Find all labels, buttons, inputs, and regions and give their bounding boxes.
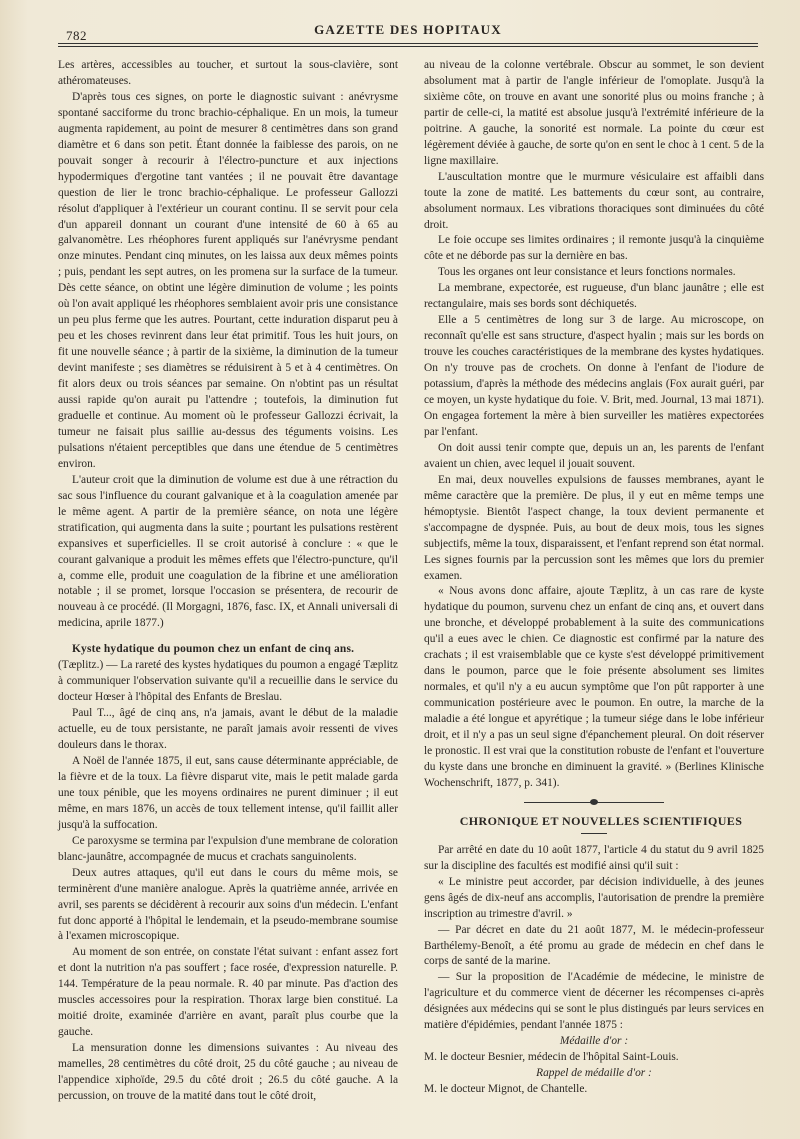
news-item: Par arrêté en date du 10 août 1877, l'article 4 du statut du 9 avril 1825 sur la discipline des facultés est modifié ainsi qu'il suit : — [424, 843, 764, 872]
paragraph: Elle a 5 centimètres de long sur 3 de large. Au microscope, on reconnaît qu'elle est sans structure, d'aspect hyalin ; mais sur les bords on trouve les couches caractéristiques de la membrane des kystes hydatiques. On n'y trouve pas de crochets. On donne à l'enfant de l'iodure de potassium, d'après la méthode des médecins anglais (Fox aurait guéri, par ce moyen, un kyste hydatique du foie. V. Brit, med. Journal, 13 mai 1871). On engagea fortement la mère à bien surveiller les matières expectorées par l'enfant. — [424, 314, 764, 438]
right-column — [424, 58, 764, 1098]
paragraph: Tous les organes ont leur consistance et leurs fonctions normales. — [438, 266, 736, 279]
paragraph: Paul T..., âgé de cinq ans, n'a jamais, avant le début de la maladie actuelle, eu de toux persistante, ne paraît jamais avoir ressenti de vives douleurs dans le thorax. — [58, 707, 398, 752]
section-ornament — [524, 798, 664, 806]
section-intro: (Tæplitz.) — La rareté des kystes hydatiques du poumon a engagé Tæplitz à communiquer l'observation suivante qu'il a recueillie dans le service du docteur Hœser à l'hôpital des Enfants de Breslau. — [58, 659, 398, 704]
page-number: 782 — [66, 28, 87, 43]
section-title: Kyste hydatique du poumon chez un enfant de cinq ans. — [72, 643, 355, 656]
paragraph: Les artères, accessibles au toucher, et surtout la sous-clavière, sont athéromateuses. — [58, 59, 398, 87]
header-rule — [58, 43, 758, 47]
journal-title: GAZETTE DES HOPITAUX — [314, 22, 502, 37]
news-item: « Le ministre peut accorder, par décision individuelle, à des jeunes gens âgés de dix-neuf ans accomplis, l'autorisation de prendre la première inscription au trimestre d'avril. » — [424, 875, 764, 920]
paragraph: La membrane, expectorée, est rugueuse, d'un blanc jaunâtre ; elle est rectangulaire, mais ses bords sont déchiquetés. — [424, 282, 764, 311]
paragraph: En mai, deux nouvelles expulsions de fausses membranes, ayant le même caractère que la première. De plus, il y eut en même temps une hémoptysie. Bientôt l'aspect change, la toux devient permanente et s'accompagne de dyspnée. Puis, au bout de deux mois, tous les signes subjectifs, même la toux, disparaissent, et l'enfant reprend son état normal. Les signes fournis par la percussion sont les mêmes que lors du premier examen. — [424, 473, 764, 582]
paragraph: « Nous avons donc affaire, ajoute Tæplitz, à un cas rare de kyste hydatique du poumon, survenu chez un enfant de cinq ans, et ouvert dans une bronche, et développé probablement à la suite des communications qu'il a eues avec le chien. Ce diagnostic est confirmé par la nature des crachats ; il est vraisemblable que ce kyste s'est développé primitivement dans le poumon, parce que le foie présente absolument ses limites normales, et qu'il n'y a eu aucun symptôme que l'on pût rapporter à une communication postérieure avec le poumon. En outre, la marche de la maladie a été longue et apyrétique ; la tumeur siége dans le lobe inférieur droit, et il n'y a pas un seul signe d'épanchement pleural. On doit réserver le pronostic. Il est vrai que la constitution robuste de l'enfant et l'ouverture du kyste dans une bronche en diminuent la gravité. » (Berlines Klinische Wochenschrift, 1877, p. 341). — [424, 585, 764, 789]
award-recipient: M. le docteur Mignot, de Chantelle. — [424, 1083, 588, 1096]
award-recipient: M. le docteur Besnier, médecin de l'hôpital Saint-Louis. — [424, 1051, 679, 1064]
paragraph: A Noël de l'année 1875, il eut, sans cause déterminante appréciable, de la fièvre et de la toux. La fièvre disparut vite, mais le petit malade garda une toux pénible, que les moyens ordinaires ne purent diminuer ; il eut même, en mars 1876, un accès de toux tellement intense, qu'il faillit aller jusqu'à la suffocation. — [58, 754, 398, 831]
news-item: — Sur la proposition de l'Académie de médecine, le ministre de l'agriculture et du commerce vient de décerner les récompenses ci-après désignées aux médecins qui se sont le plus distingués par leurs services en matière d'épidémies, pendant l'année 1875 : — [424, 971, 764, 1032]
title-rule — [581, 833, 607, 834]
paragraph: Ce paroxysme se termina par l'expulsion d'une membrane de coloration blanc-jaunâtre, accompagnée de mucus et crachats sanguinolents. — [58, 834, 398, 863]
paragraph: La mensuration donne les dimensions suivantes : Au niveau des mamelles, 28 centimètres du côté droit, 25 du côté gauche ; au niveau de l'appendice xiphoïde, 29.5 du côté droit ; 26.5 du côté gauche. A la percussion, on trouve de la matité dans tout le côté droit, — [58, 1042, 398, 1102]
award-heading: Médaille d'or : — [559, 1035, 629, 1048]
paragraph: L'auscultation montre que le murmure vésiculaire est affaibli dans toute la zone de matité. Les battements du cœur sont, au contraire, absolument normaux. Les vibrations thoraciques sont diminuées du côté droit. — [424, 170, 764, 231]
paragraph: On doit aussi tenir compte que, depuis un an, les parents de l'enfant avaient un chien, avec lequel il jouait souvent. — [424, 441, 764, 470]
page-header — [58, 18, 758, 46]
paragraph: Le foie occupe ses limites ordinaires ; il remonte jusqu'à la cinquième côte et ne déborde pas sur la dernière en bas. — [424, 234, 764, 263]
paragraph: Au moment de son entrée, on constate l'état suivant : enfant assez fort et dont la nutrition n'a pas souffert ; face rosée, d'expression naturelle. P. 144. Température de la peau normale. R. 40 par minute. Pas d'action des muscles accessoires pour la respiration. Thorax large bien constitué. La moitié droite, examinée d'arrière en avant, paraît plus courbe que la gauche. — [58, 946, 398, 1039]
news-item: — Par décret en date du 21 août 1877, M. le médecin-professeur Barthélemy-Benoît, a été promu au grade de médecin en chef dans le corps de santé de la marine. — [424, 923, 764, 968]
award-heading: Rappel de médaille d'or : — [536, 1067, 652, 1080]
paragraph: au niveau de la colonne vertébrale. Obscur au sommet, le son devient absolument mat à partir de l'angle inférieur de l'omoplate. Jusqu'à la sixième côte, on trouve en avant une sonorité plus ou moins franche ; à partir de celle-ci, la matité est absolue jusqu'à l'extrémité inférieure de la poitrine. A gauche, la sonorité est normale. La pointe du cœur est légèrement déviée à gauche, de sorte qu'on en sent le choc à 1 cent. 5 de la ligne maxillaire. — [424, 59, 764, 167]
section-paragraph — [58, 642, 398, 706]
paragraph: L'auteur croit que la diminution de volume est due à une rétraction du sac sous l'influence du courant galvanique et à la coagulation amenée par le même agent. A partir de la première séance, on nota une légère stratification, qui augmenta dans la suite ; pourtant les pulsations restèrent expansives et superficielles. Il se croit autorisé à conclure : « que le courant galvanique a produit les mêmes effets que l'électro-puncture, qu'il a, comme elle, produit une coagulation de la fibrine et une amélioration notable ; il se promet, lorsque l'occasion se présentera, de recourir de nouveau à ce procédé. (Il Morgagni, 1876, fasc. IX, et Annali universali di medicina, aprile 1877.) — [58, 473, 398, 630]
paragraph: D'après tous ces signes, on porte le diagnostic suivant : anévrysme spontané sacciforme du tronc brachio-céphalique. En un mois, la tumeur augmenta rapidement, au point de mesurer 8 centimètres dans son grand diamètre et 6 dans son petit. Étant donnée la faiblesse des parois, on ne pouvait songer à recourir à l'électro-puncture et aux injections hypodermiques d'ergotine tant vantées ; il ne pouvait être davantage question de lier le tronc brachio-céphalique. Le professeur Gallozzi résolut d'appliquer à l'extérieur un courant continu. Il se servit pour cela d'un appareil donnant un courant d'une intensité de 60 à 65 au galvanomètre. Les rhéophores furent appliqués sur l'anévrysme pendant onze minutes. Pendant cinq minutes, on les laissa aux deux mêmes points ; puis, pendant les sept autres, on les promena sur la surface de la tumeur. Dès cette séance, on obtint une légère diminution de volume ; les points où l'on avait appliqué les rhéophores semblaient avoir pris une consistance un peu plus ferme que les autres. Pourtant, cette induration disparut peu à peu et les choses revinrent dans leur état primitif. Tous les huit jours, on fit une nouvelle séance ; à partir de la sixième, la diminution de la tumeur devint manifeste ; ses diamètres se réduisirent à 5 et à 4 centimètres. On fit alors deux ou trois séances par semaine. On n'obtint pas un résultat aussi rapide qu'on aurait pu l'attendre ; toutefois, la diminution fut graduelle et continue. Au moment où le professeur Gallozzi écrivait, la tumeur ne faisait plus saillie au-dessus des téguments voisins. Les pulsations n'étaient perceptibles que dans une étendue de 5 centimètres environ. — [58, 90, 398, 470]
chronique-title: CHRONIQUE ET NOUVELLES SCIENTIFIQUES — [459, 813, 743, 828]
paragraph: Deux autres attaques, qu'il eut dans le cours du même mois, se terminèrent d'une manière analogue. Après la quatrième année, arrivée en avril, ses parents se décidèrent à recourir aux soins d'un médecin. L'enfant fut donc apporté à l'hôpital le lendemain, et la pseudo-membrane soumise à l'examen microscopique. — [58, 866, 398, 943]
left-column — [58, 58, 398, 1105]
